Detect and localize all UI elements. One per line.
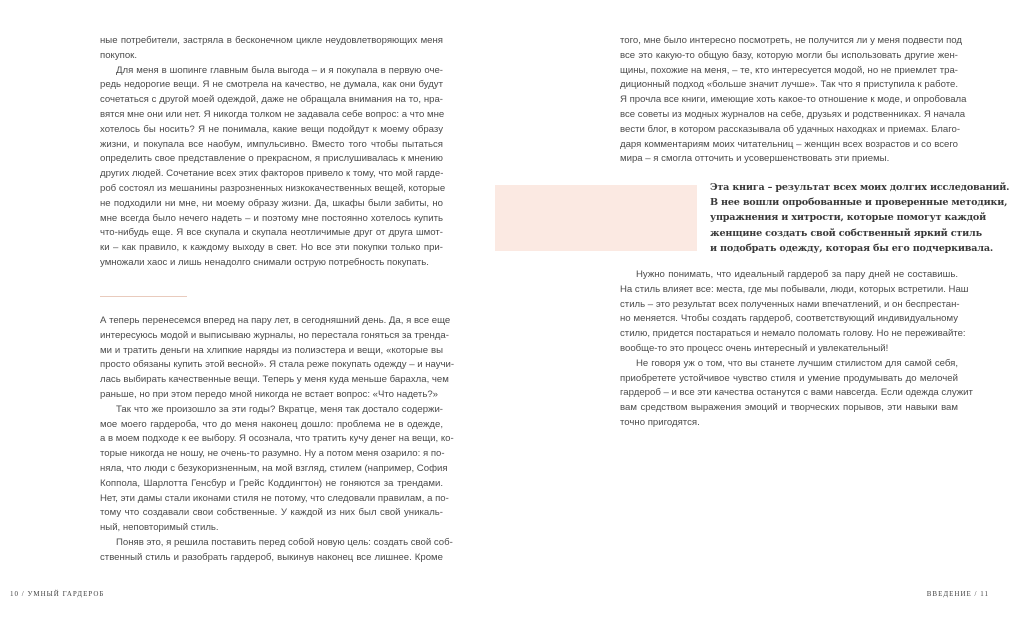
text-line: определить свое представление о прекрасном, я прислушивалась к мнению xyxy=(100,153,443,165)
text-line: няла, что люди с безукоризненным, на мой взгляд, стилем (например, София xyxy=(100,462,448,474)
text-line: лась выбирать качественные вещи. Теперь у меня куда меньше барахла, чем xyxy=(100,374,449,386)
paragraph xyxy=(100,403,454,536)
text-line: мира – я смогла отточить и усовершенствовать эти приемы. xyxy=(620,153,890,165)
right-page-footer: ВВЕДЕНИЕ / 11 xyxy=(926,590,989,598)
text-line: гардероб – и все эти качества останутся с вами навсегда. Если одежда служит xyxy=(620,387,973,399)
left-text-block-bottom xyxy=(100,314,455,566)
text-line: А теперь перенесемся вперед на пару лет, в сегодняшний день. Да, я все еще xyxy=(100,315,451,326)
text-line: раньше, но при этом передо мной никогда не встает вопрос: «Что надеть?» xyxy=(100,388,438,400)
text-line: диционный подход «больше значит лучше». Так что я приступила к работе. xyxy=(620,79,958,91)
text-line: Не говоря уж о том, что вы станете лучшим стилистом для самой себя, xyxy=(636,357,958,369)
text-line: ный, неповторимый стиль. xyxy=(100,522,219,534)
left-page-footer: 10 / УМНЫЙ ГАРДЕРОБ xyxy=(10,590,105,598)
quote-line: Эта книга – результат всех моих долгих исследований. xyxy=(710,182,1009,193)
text-line: просто обязаны купить этой весной». Я стала реже покупать одежду – и научи- xyxy=(100,359,455,371)
text-line: Поняв это, я решила поставить перед собой новую цель: создать свой соб- xyxy=(116,536,453,548)
text-line: жизни, и покупала все наобум, импульсивно. Вместо того чтобы пытаться xyxy=(100,138,443,150)
text-line: вятся мне они или нет. Я никогда толком не задавала себе вопрос: а что мне xyxy=(100,108,445,120)
text-line: стиль – это результат всех полученных нами впечатлений, и он беспрестан- xyxy=(620,298,960,310)
text-line: того, мне было интересно посмотреть, не получится ли у меня подвести под xyxy=(620,35,962,46)
quote-line: женщине создать свой собственный яркий стиль xyxy=(710,227,982,239)
text-line: торые никогда не ношу, не очень-то разумно. Ну а потом меня озарило: я по- xyxy=(100,448,445,460)
text-line: Нет, эти дамы стали иконами стиля не потому, что следовали правилам, а по- xyxy=(100,492,449,504)
section-divider xyxy=(100,296,187,297)
text-line: На стиль влияет все: места, где мы побывали, люди, которых встретили. Наш xyxy=(620,283,969,295)
text-line: щины, похожие на меня, – те, кто интересуется модой, но не приемлет тра- xyxy=(620,64,958,76)
left-text-block-top xyxy=(100,34,446,271)
text-line: стилю, придется постараться и немало поломать голову. Но не переживайте: xyxy=(620,328,966,340)
paragraph xyxy=(100,314,455,403)
text-line: редь недорогие вещи. Я не смотрела на качество, не думала, как они будут xyxy=(100,79,443,91)
paragraph xyxy=(620,34,967,167)
text-line: не подходили ни мне, ни моему образу жизни. Да, шкафы были забиты, но xyxy=(100,197,443,209)
text-line: Я прочла все книги, имеющие хоть какое-то отношение к моде, и опробовала xyxy=(620,94,967,106)
text-line: мне всегда было нечего надеть – и поэтому мне постоянно хотелось купить xyxy=(100,212,443,224)
paragraph xyxy=(100,536,453,566)
paragraph xyxy=(100,64,446,271)
decorative-pink-box xyxy=(495,185,697,251)
text-line: точно пригодятся. xyxy=(620,416,700,428)
paragraph xyxy=(620,268,969,357)
text-line: покупок. xyxy=(100,49,138,61)
text-line: сочетаться с другой моей одеждой, даже не обращала внимания на то, нра- xyxy=(100,94,443,106)
text-line: Так что же произошло за эти годы? Вкратце, меня так достало содержи- xyxy=(116,403,443,415)
text-line: вам средством выражения эмоций и творческих порывов, эти навыки вам xyxy=(620,402,958,414)
text-line: роб состоял из мешанины разрозненных низкокачественных вещей, которые xyxy=(100,182,446,194)
text-line: но меняется. Чтобы создать гардероб, соответствующий индивидуальному xyxy=(620,313,958,325)
text-line: приобретете устойчивое чувство стиля и умение продумывать до мелочей xyxy=(620,372,958,384)
text-line: тому что создавали свои собственные. У каждой из них был свой уникаль- xyxy=(100,507,443,519)
quote-line: В нее вошли опробованные и проверенные методики, xyxy=(710,197,1008,209)
text-line: Нужно понимать, что идеальный гардероб за пару дней не составишь. xyxy=(636,269,958,280)
text-line: Коппола, Шарлотта Генсбур и Грейс Коддингтон) не гоняются за трендами. xyxy=(100,477,443,489)
text-line: мое моего гардероба, что до меня наконец дошло: проблема не в одежде, xyxy=(100,418,443,430)
text-line: ки – как правило, к каждому выходу в свет. Но все эти покупки только при- xyxy=(100,242,443,254)
text-line: умножали хаос и лишь ненадолго снимали острую потребность покупать. xyxy=(100,256,429,268)
paragraph xyxy=(620,357,973,431)
text-line: ственный стиль и разобрать гардероб, выкинув наконец все лишнее. Кроме xyxy=(100,551,443,563)
quote-line: и подобрать одежду, которая бы его подчеркивала. xyxy=(710,242,993,254)
text-line: все это какую-то общую базу, которую могли бы использовать другие жен- xyxy=(620,49,958,61)
text-line: а в моем подходе к ее выбору. Я осознала, что тратить кучу денег на вещи, ко- xyxy=(100,433,454,445)
right-text-block-bottom xyxy=(620,268,973,431)
text-line: ные потребители, застряла в бесконечном цикле неудовлетворяющих меня xyxy=(100,35,443,46)
paragraph xyxy=(100,34,443,64)
text-line: Для меня в шопинге главным была выгода – и я покупала в первую оче- xyxy=(116,64,443,76)
right-text-block-top xyxy=(620,34,967,167)
text-line: интересуюсь модой и выписываю журналы, но перестала гоняться за тренда- xyxy=(100,329,449,341)
pull-quote xyxy=(710,180,1009,256)
text-line: вообще-то это процесс очень интересный и увлекательный! xyxy=(620,342,889,354)
text-line: все советы из модных журналов на себе, друзьях и родственниках. Я начала xyxy=(620,108,966,120)
quote-line: упражнения и хитрости, которые помогут каждой xyxy=(710,212,987,224)
text-line: что-нибудь еще. Я все скупала и скупала неотличимые друг от друга шмот- xyxy=(100,227,443,239)
text-line: ми и тратить деньги на хлипкие наряды из полиэстера и вещи, «которые вы xyxy=(100,344,443,356)
text-line: других людей. Сочетание всех этих факторов привело к тому, что мой гарде- xyxy=(100,168,444,180)
text-line: хотелось бы носить? Я не понимала, какие вещи подойдут к моему образу xyxy=(100,123,443,135)
text-line: даря комментариям моих читательниц – женщин всех возрастов и со всего xyxy=(620,138,958,150)
text-line: вести блог, в котором рассказывала об удачных находках и приемах. Благо- xyxy=(620,123,961,135)
